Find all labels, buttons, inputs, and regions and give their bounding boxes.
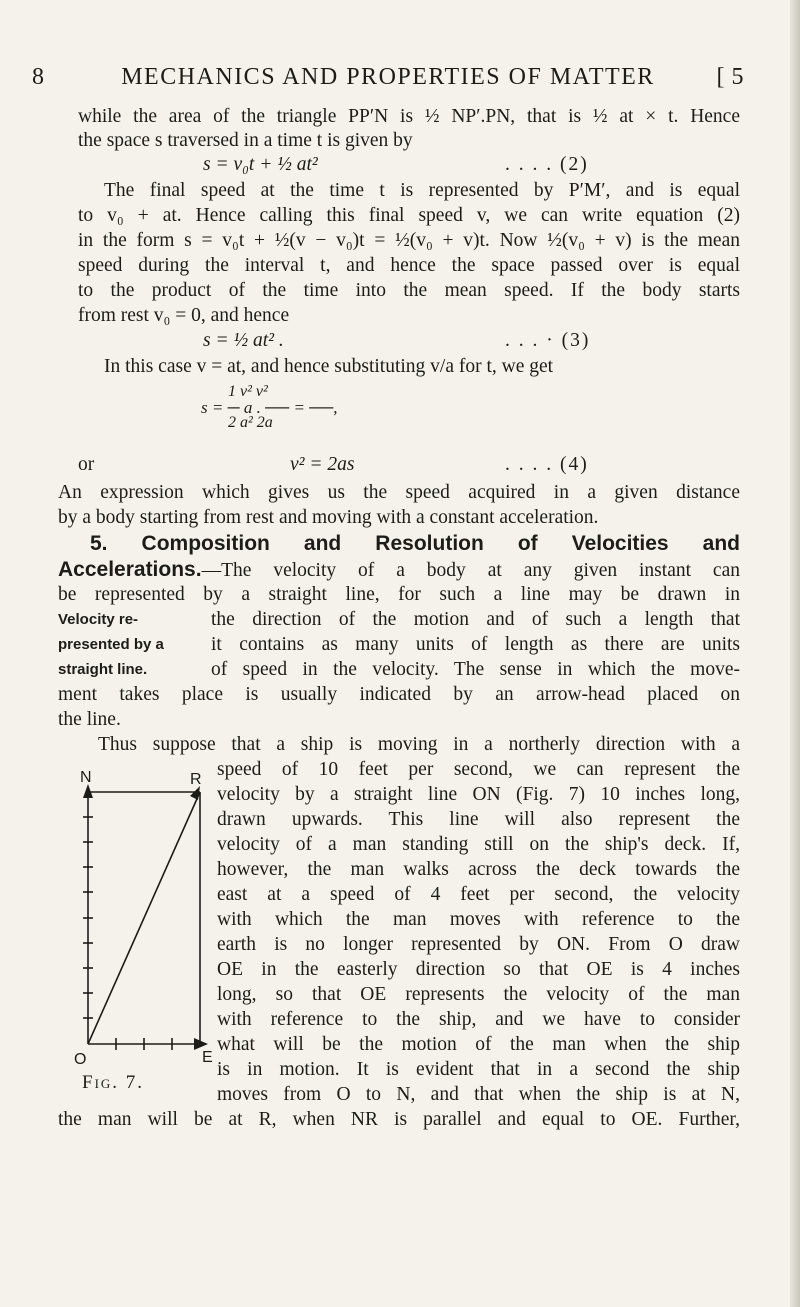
text-line: velocity of a man standing still on the ship's deck. If,: [217, 834, 740, 855]
text-line: from rest v₀ = 0, and hence: [78, 305, 290, 326]
text-line: with which the man moves with reference to the: [217, 909, 740, 930]
text-line: however, the man walks across the deck towards the: [217, 859, 740, 880]
sidenote-line: straight line.: [58, 661, 148, 678]
text-line: east at a speed of 4 feet per second, the velocity: [217, 884, 740, 905]
text-line: earth is no longer represented by ON. From O draw: [217, 934, 740, 955]
equation-3: s = ½ at² .: [203, 330, 284, 351]
text-line: ment takes place is usually indicated by an arrow-head placed on: [58, 684, 740, 705]
text-line: drawn upwards. This line will also represent the: [217, 809, 740, 830]
text-line: of speed in the velocity. The sense in which the move-: [211, 659, 740, 680]
text-line: with reference to the ship, and we have to consider: [217, 1009, 740, 1030]
text-line: while the area of the triangle PP′N is ½ NP′.PN, that is ½ at × t. Hence: [78, 106, 740, 127]
label-O: O: [74, 1051, 87, 1068]
equation-4: v² = 2as: [290, 454, 355, 475]
section-marker: [ 5: [716, 64, 744, 90]
label-E: E: [202, 1049, 213, 1066]
text-line: In this case v = at, and hence substituting v/a for t, we get: [104, 356, 554, 377]
page-edge: [790, 0, 800, 1307]
equation-2-number: . . . . (2): [505, 154, 589, 175]
arrowhead-R: [190, 786, 200, 800]
label-R: R: [190, 771, 202, 788]
label-N: N: [80, 769, 92, 786]
fraction-equation: s = ─ a . ── = ──,: [201, 398, 338, 417]
text-line: Thus suppose that a ship is moving in a northerly direction with a: [98, 734, 740, 755]
section-heading-bold: Accelerations.: [58, 558, 202, 581]
text-line: be represented by a straight line, for such a line may be drawn in: [58, 584, 740, 605]
line-OR: [88, 792, 200, 1044]
sidenote-line: Velocity re-: [58, 611, 139, 628]
text-line: the direction of the motion and of such a length that: [211, 609, 740, 630]
text-line: is in motion. It is evident that in a second the ship: [217, 1059, 740, 1080]
text-line: the line.: [58, 709, 121, 730]
text-line: to v₀ + at. Hence calling this final speed v, we can write equation (2): [78, 205, 740, 226]
text-line: velocity by a straight line ON (Fig. 7) 10 inches long,: [217, 784, 740, 805]
fraction-numerators: 1 v² v²: [228, 383, 268, 400]
text-line: in the form s = v₀t + ½(v − v₀)t = ½(v₀ + v)t. Now ½(v₀ + v) is the mean: [78, 230, 740, 251]
section-heading: 5. Composition and Resolution of Velocities and: [90, 532, 740, 555]
equation-3-number: . . . · (3): [505, 330, 591, 351]
equation-4-number: . . . . (4): [505, 454, 589, 475]
figure-caption: Fig. 7.: [82, 1072, 145, 1093]
equation-2: s = v₀t + ½ at²: [203, 154, 318, 175]
text-line: The final speed at the time t is represented by P′M′, and is equal: [104, 180, 740, 201]
sidenote-line: presented by a: [58, 636, 164, 653]
text-line: what will be the motion of the man when the ship: [217, 1034, 740, 1055]
section-heading-line-2: [58, 558, 740, 583]
fraction-denominators: 2 a² 2a: [228, 414, 273, 431]
text-line: to the product of the time into the mean speed. If the body starts: [78, 280, 740, 301]
text-line: An expression which gives us the speed acquired in a given distance: [58, 482, 740, 503]
figure-7: [50, 762, 213, 1068]
text-line: it contains as many units of length as there are units: [211, 634, 740, 655]
section-heading-rest: —The velocity of a body at any given instant can: [201, 560, 740, 581]
text-line: speed during the interval t, and hence the space passed over is equal: [78, 255, 740, 276]
text-line: moves from O to N, and that when the ship is at N,: [217, 1084, 740, 1105]
page-number: 8: [32, 64, 45, 90]
arrowhead-N: [83, 784, 93, 798]
text-line: the man will be at R, when NR is parallel and equal to OE. Further,: [58, 1109, 740, 1130]
running-title: MECHANICS AND PROPERTIES OF MATTER: [121, 64, 655, 90]
running-header: [32, 64, 744, 98]
text-line: by a body starting from rest and moving with a constant acceleration.: [58, 507, 599, 528]
equation-4-or: or: [78, 454, 95, 475]
text-line: long, so that OE represents the velocity of the man: [217, 984, 740, 1005]
text-line: speed of 10 feet per second, we can represent the: [217, 759, 740, 780]
text-line: OE in the easterly direction so that OE is 4 inches: [217, 959, 740, 980]
text-line: the space s traversed in a time t is given by: [78, 130, 413, 151]
